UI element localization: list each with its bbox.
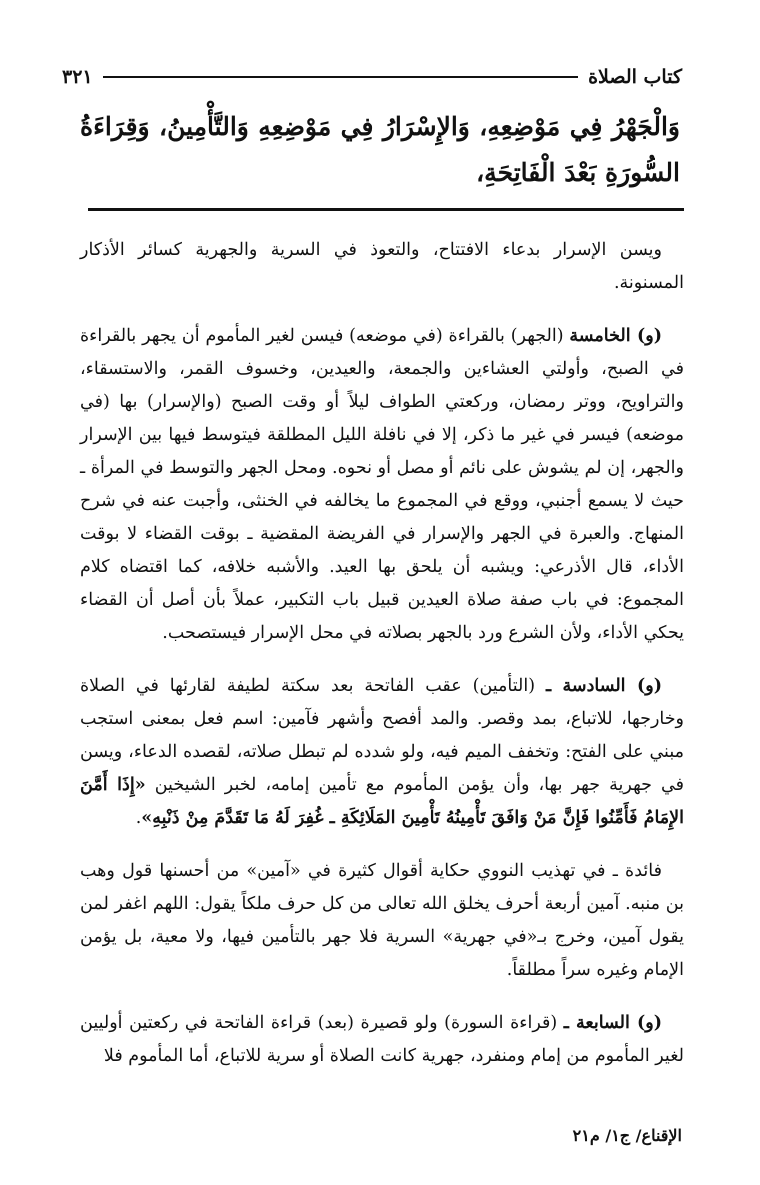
paragraph-tail: . (135, 808, 142, 828)
paragraph-text: (الجهر) بالقراءة (في موضعه) فيسن لغير المأموم أن يجهر بالقراءة في الصبح، وأولتي العشاءين والجمعة، والعيدين، وخسوف القمر، والاستسقاء، والتراويح، ووتر رمضان، وركعتي الطواف ليلاً أو وقت الصبح (والإسرار) بها (في موضعه) فيسر في غير ما ذكر، إلا في نافلة الليل المطلقة فيتوسط فيها بين الإسرار والجهر، إن لم يشوش على نائم أو مصل أو نحوه. ومحل الجهر والتوسط في المرأة ـ حيث لا يسمع أجنبي، ووقع في المجموع ما يخالفه في الخنثى، وأجبت عنه في شرح المنهاج. والعبرة في الجهر والإسرار في الفريضة المقضية ـ بوقت القضاء لا بوقت الأداء، قال الأذرعي: ويشبه أن يلحق بها العيد. والأشبه خلافه، كما اقتضاه كلام المجموع: في باب صفة صلاة العيدين قبيل باب التكبير، عملاً بأن أصل أن القضاء يحكي الأداء، ولأن الشرع ورد بالجهر بصلاته في محل الإسرار فيستصحب. (80, 326, 684, 643)
chapter-title: كتاب الصلاة (588, 66, 682, 88)
paragraph-5 (80, 1007, 684, 1073)
paragraph-text: ويسن الإسرار بدعاء الافتتاح، والتعوذ في السرية والجهرية كسائر الأذكار المسنونة. (80, 240, 684, 293)
paragraph-text: فائدة ـ في تهذيب النووي حكاية أقوال كثيرة في «آمين» من أحسنها قول وهب بن منبه. آمين أربعة أحرف يخلق الله تعالى من كل حرف ملكاً يقول: اللهم اغفر لمن يقول آمين، وخرج بـ«في جهرية» السرية فلا جهر بالتأمين فيها، ولا معية، بل يؤمن الإمام وغيره سراً مطلقاً. (80, 861, 684, 980)
paragraph-text: (قراءة السورة) ولو قصيرة (بعد) قراءة الفاتحة في ركعتين أوليين لغير المأموم من إمام ومنفرد، جهرية كانت الصلاة أو سرية للاتباع، أما المأموم فلا (80, 1013, 684, 1066)
paragraph-text: (التأمين) عقب الفاتحة بعد سكتة لطيفة لقارئها في الصلاة وخارجها، للاتباع، بمد وقصر. والمد أفصح وأشهر فآمين: اسم فعل بمعنى استجب مبني على الفتح: وتخفف الميم فيه، ولو شدده لم تبطل صلاته، لقصده الدعاء، ويسن في جهرية جهر بها، وأن يؤمن المأموم مع تأمين إمامه، لخبر الشيخين (80, 676, 684, 795)
paragraph-3 (80, 670, 684, 835)
hadith-quote: «إِذَا أَمَّنَ الإِمَامُ فَأَمِّنُوا فَإِنَّ مَنْ وَافَقَ تَأْمِينُهُ تَأْمِينَ المَلَائِكَةِ ـ غُفِرَ لَهُ مَا تَقَدَّمَ مِنْ ذَنْبِهِ» (80, 775, 684, 828)
paragraph-lead: (و) الخامسة (569, 326, 662, 346)
header-rule (103, 76, 578, 78)
paragraph-lead: (و) السابعة ـ (563, 1013, 663, 1033)
running-header (62, 62, 682, 92)
paragraph-2 (80, 320, 684, 650)
matn-text: وَالْجَهْرُ فِي مَوْضِعِهِ، وَالإِسْرَارُ فِي مَوْضِعِهِ وَالتَّأْمِينُ، وَقِرَاءَةُ السُّورَةِ بَعْدَ الْفَاتِحَةِ، (80, 112, 680, 187)
matn-separator (88, 208, 684, 211)
commentary-body (80, 234, 684, 1093)
paragraph-4 (80, 855, 684, 987)
page-number: ٣٢١ (62, 66, 93, 88)
paragraph-lead: (و) السادسة ـ (545, 676, 662, 696)
paragraph-1 (80, 234, 684, 300)
signature-mark: الإقناع/ ج١/ م٢١ (572, 1126, 682, 1145)
